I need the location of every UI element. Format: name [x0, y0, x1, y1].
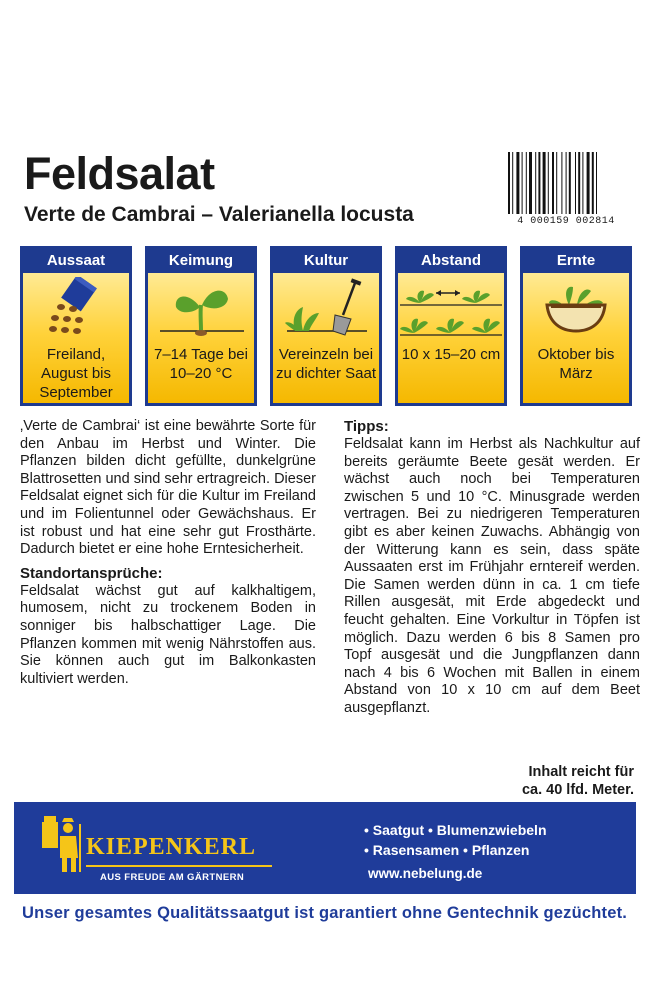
- variety-description: ‚Verte de Cambrai‘ ist eine bewährte Sorte für den Anbau im Herbst und Winter. Die Pflanzen bilden dicht gefüllte, dunkelgrüne Blattrosetten und sind sehr ertragreich. Dieser Feldsalat eignet sich für die Kultur im Freiland und im Folientunnel oder Gewächshaus. Er ist robust und hat eine sehr gut Frosthärte. Dadurch bietet er eine hohe Erntesicherheit.: [20, 418, 316, 558]
- growing-info-panels: [20, 246, 632, 406]
- tips-text: Feldsalat kann im Herbst als Nachkultur auf bereits geräumte Beete gesät werden. Er wächst auch noch bei Temperaturen zwischen 5 und 10 °C. Minusgrade werden vertragen. Bei zu niedrigeren Temperaturen gibt es aber keinen Zuwachs. Abhängig von der Witterung kann es sein, dass späte Aussaaten erst im Frühjahr erntereif werden. Die Samen werden dünn in ca. 1 cm tiefe Rillen ausgesät, mit Erde abgedeckt und feucht gehalten. Eine Vorkultur in Töpfen ist möglich. Dazu werden 6 bis 8 Samen pro Topf ausgesät und die Jungpflanzen dann nach 4 bis 6 Wochen mit Ballen in einem Abstand von 10 x 10 cm auf dem Beet ausgepflanzt.: [344, 436, 640, 716]
- product-range-list: [364, 820, 547, 860]
- tips-heading: Tipps:: [344, 418, 389, 435]
- contents-line-2: ca. 40 lfd. Meter.: [521, 781, 634, 798]
- panel-value: 7–14 Tage bei 10–20 °C: [154, 346, 248, 382]
- spade-icon: [273, 277, 379, 341]
- product-range-line-1: • Saatgut • Blumenzwiebeln: [364, 822, 547, 838]
- panel-aussaat: [20, 246, 132, 406]
- barcode: [506, 152, 626, 234]
- panel-heading: Ernte: [523, 249, 629, 273]
- gmo-free-statement: Unser gesamtes Qualitätssaatgut ist garantiert ohne Gentechnik gezüchtet.: [22, 904, 628, 922]
- left-text-column: [20, 418, 316, 688]
- panel-heading: Kultur: [273, 249, 379, 273]
- sprout-icon: [148, 277, 254, 341]
- location-text: Feldsalat wächst gut auf kalkhaltigem, humosem, nicht zu trockenem Boden in sonniger bis halbschattiger Lage. Die Pflanzen kommen mit wenig Nährstoffen aus. Sie können auch gut im Balkonkasten kultiviert werden.: [20, 582, 316, 687]
- seed-packet-icon: [23, 277, 129, 341]
- brand-bar: [14, 802, 636, 894]
- panel-heading: Aussaat: [23, 249, 129, 273]
- kiepenkerl-logo: [40, 810, 276, 888]
- panel-heading: Abstand: [398, 249, 504, 273]
- right-text-column: [344, 418, 640, 718]
- brand-website-link[interactable]: www.nebelung.de: [368, 866, 483, 881]
- panel-value: Vereinzeln bei zu dichter Saat: [275, 346, 377, 382]
- panel-abstand: [395, 246, 507, 406]
- logo-underline: [86, 865, 272, 867]
- contents-line-1: Inhalt reicht für: [528, 764, 634, 780]
- panel-keimung: [145, 246, 257, 406]
- kiepenkerl-figure-icon: [40, 814, 84, 874]
- brand-tagline: AUS FREUDE AM GÄRTNERN: [100, 872, 245, 883]
- panel-value: Freiland, August bis September: [39, 346, 113, 401]
- product-title: Feldsalat: [24, 148, 215, 199]
- panel-ernte: [520, 246, 632, 406]
- panel-kultur: [270, 246, 382, 406]
- product-range-line-2: • Rasensamen • Pflanzen: [364, 842, 530, 858]
- panel-value: 10 x 15–20 cm: [401, 346, 501, 363]
- contents-note: [522, 764, 634, 799]
- spacing-icon: [398, 277, 504, 341]
- top-blank-area: [0, 0, 650, 138]
- barcode-bars: [506, 152, 626, 214]
- panel-value: Oktober bis März: [537, 346, 615, 382]
- barcode-number: 4 000159 002814: [517, 216, 615, 227]
- brand-name: KIEPENKERL: [86, 834, 257, 860]
- product-subtitle: Verte de Cambrai – Valerianella locusta: [24, 203, 414, 226]
- location-heading: Standortansprüche:: [20, 564, 163, 582]
- harvest-bowl-icon: [523, 277, 629, 341]
- panel-heading: Keimung: [148, 249, 254, 273]
